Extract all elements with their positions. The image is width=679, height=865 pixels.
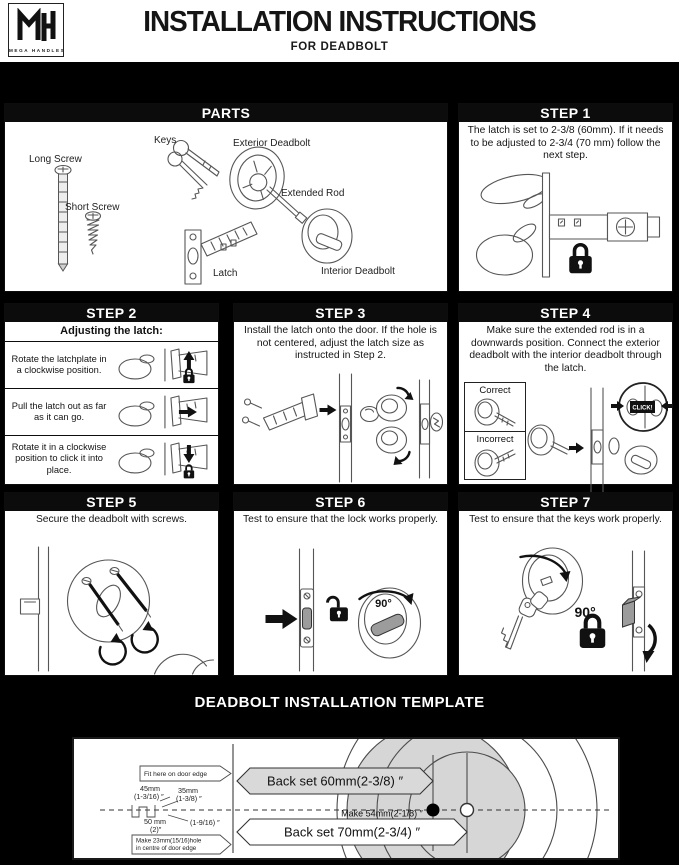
step1-description: The latch is set to 2-3/8 (60mm). If it needs to be adjusted to 2-3/4 (70 mm) follow the next step. [467,125,664,162]
door-edge [21,547,49,671]
latch-hole-detail [431,413,443,431]
parts-header: PARTS [5,104,447,122]
knob-outline [155,654,214,674]
fit-tag-label: Fit here on door edge [144,771,208,778]
step2-panel [4,303,219,485]
door-edge [340,374,352,482]
70mm-center-dot [461,804,474,817]
page-subtitle: FOR DEADBOLT [290,41,389,53]
step2-row1-text: Rotate the latchplate in a clockwise position. [11,353,107,375]
interior-deadbolt-icon [625,446,657,474]
knobs-icon [377,388,414,465]
latch-icon [264,394,318,430]
short-screw-icon [86,212,101,254]
step2-row-2 [5,388,218,435]
right-arrow-icon [569,443,584,454]
keys-icon [502,590,550,649]
right-arrow-icon [179,407,197,418]
step4-description: Make sure the extended rod is in a downwards position. Connect the exterior deadbolt with the interior deadbolt through the latch. [469,325,662,374]
template-header: DEADBOLT INSTALLATION TEMPLATE [194,694,485,711]
extended-rod-label: Extended Rod [281,188,345,199]
step7-header: STEP 7 [459,493,672,511]
m35-inch-label: (1-3/8) ″ [176,794,202,803]
step3-illustration [234,372,446,484]
long-screw-label: Long Screw [29,154,82,165]
m45-inch-label: (1-3/16) ″ [134,792,164,801]
drill-chip [361,407,379,422]
keys-icon [168,141,219,200]
step2-row3-text: Rotate it in a clockwise position to click it into place. [11,442,107,475]
hole-tag-line1: Make 23mm(15/16)hole [136,837,202,845]
m50-label: 50 mm [144,817,166,826]
step1-illustration [459,163,671,291]
make-54-label: Make 54mm(2-1/8) ″ [341,808,423,819]
step5-header: STEP 5 [5,493,218,511]
template-box [72,737,620,860]
step2-row2-text: Pull the latch out as far as it can go. [11,400,107,422]
step2-row1-illustration [113,343,218,387]
m50-inch-label: (2)″ [150,825,162,834]
screws-icon [243,399,262,426]
lock-icon [569,245,592,274]
interior-deadbolt-label: Interior Deadbolt [321,266,395,277]
right-arrow-icon [320,405,337,416]
backset-60-label: Back set 60mm(2-3/8) ″ [266,773,404,789]
step3-description: Install the latch onto the door. If the hole is not centered, adjust the latch size as instructed in Step 2. [244,325,437,362]
step4-illustration [525,380,673,498]
latch-body [550,213,660,241]
rotate-arrow-icon [100,639,126,664]
step1-panel [458,103,673,292]
lock-icon [580,616,606,648]
step2-row2-illustration [113,390,218,434]
correct-label: Correct [479,385,511,396]
click-label: CLICK! [632,405,653,412]
backset-70-label: Back set 70mm(2-3/4) ″ [283,824,421,840]
m40-inch-label: (1-9/16) ″ [190,818,220,827]
step7-illustration [459,541,671,675]
step2-header: STEP 2 [5,304,218,322]
correct-cell [465,383,525,431]
step6-description: Test to ensure that the lock works properly. [243,514,438,525]
latch-label: Latch [213,268,238,279]
unlock-icon [328,597,348,621]
long-screw-icon [55,166,71,272]
incorrect-rod-illustration [467,445,523,481]
correct-incorrect-box [464,382,526,480]
rotate-arrow-icon [398,388,409,395]
lock-icon [183,369,194,383]
parts-body [5,122,447,291]
step3-panel [233,303,448,485]
rotation-label: 90° [375,598,392,610]
step5-description: Secure the deadbolt with screws. [35,514,188,525]
throw-arrow-icon [649,625,656,653]
step2-row-3 [5,435,218,482]
door-edge-2 [420,380,430,478]
interior-deadbolt-icon [302,209,352,263]
hole-tag-line2: in centre of door edge [136,845,197,852]
exterior-deadbolt-label: Exterior Deadbolt [233,138,311,149]
door-edge [300,549,314,671]
rotation-label: 90° [574,604,596,620]
parts-panel [4,103,448,292]
door-edge [623,551,645,671]
step2-row-1 [5,341,218,388]
m45-label: 45mm [140,784,160,793]
correct-rod-illustration [467,396,523,432]
step4-panel [458,303,673,485]
short-screw-label: Short Screw [65,202,120,213]
click-detail [611,383,673,431]
step6-header: STEP 6 [234,493,447,511]
step6-illustration [234,541,446,675]
incorrect-cell [465,431,525,479]
rotate-arrow-icon [399,452,410,461]
incorrect-label: Incorrect [476,434,514,445]
m35-label: 35mm [178,786,198,795]
bolt [303,608,312,629]
door-edge [591,388,603,496]
brand-name: MEGA HANDLES [9,48,66,53]
60mm-center-dot [427,804,440,817]
step3-header: STEP 3 [234,304,447,322]
exterior-deadbolt-icon [225,143,289,213]
latch-rear [609,438,619,454]
step7-description: Test to ensure that the keys work properly. [469,514,662,525]
keys-label: Keys [154,135,177,146]
exterior-deadbolt-icon [528,425,569,455]
latch-faceplate [543,173,550,277]
page-header [0,0,679,62]
step2-row3-illustration [113,437,218,481]
page-title: INSTALLATION INSTRUCTIONS [143,6,536,38]
step2-subtitle: Adjusting the latch: [60,325,163,337]
push-arrow-icon [266,609,298,629]
hand-icon [477,169,551,275]
step5-panel [4,492,219,676]
template-illustration [74,739,618,858]
step5-illustration [5,543,217,675]
step7-panel [458,492,673,676]
step4-header: STEP 4 [459,304,672,322]
step6-panel [233,492,448,676]
step1-header: STEP 1 [459,104,672,122]
